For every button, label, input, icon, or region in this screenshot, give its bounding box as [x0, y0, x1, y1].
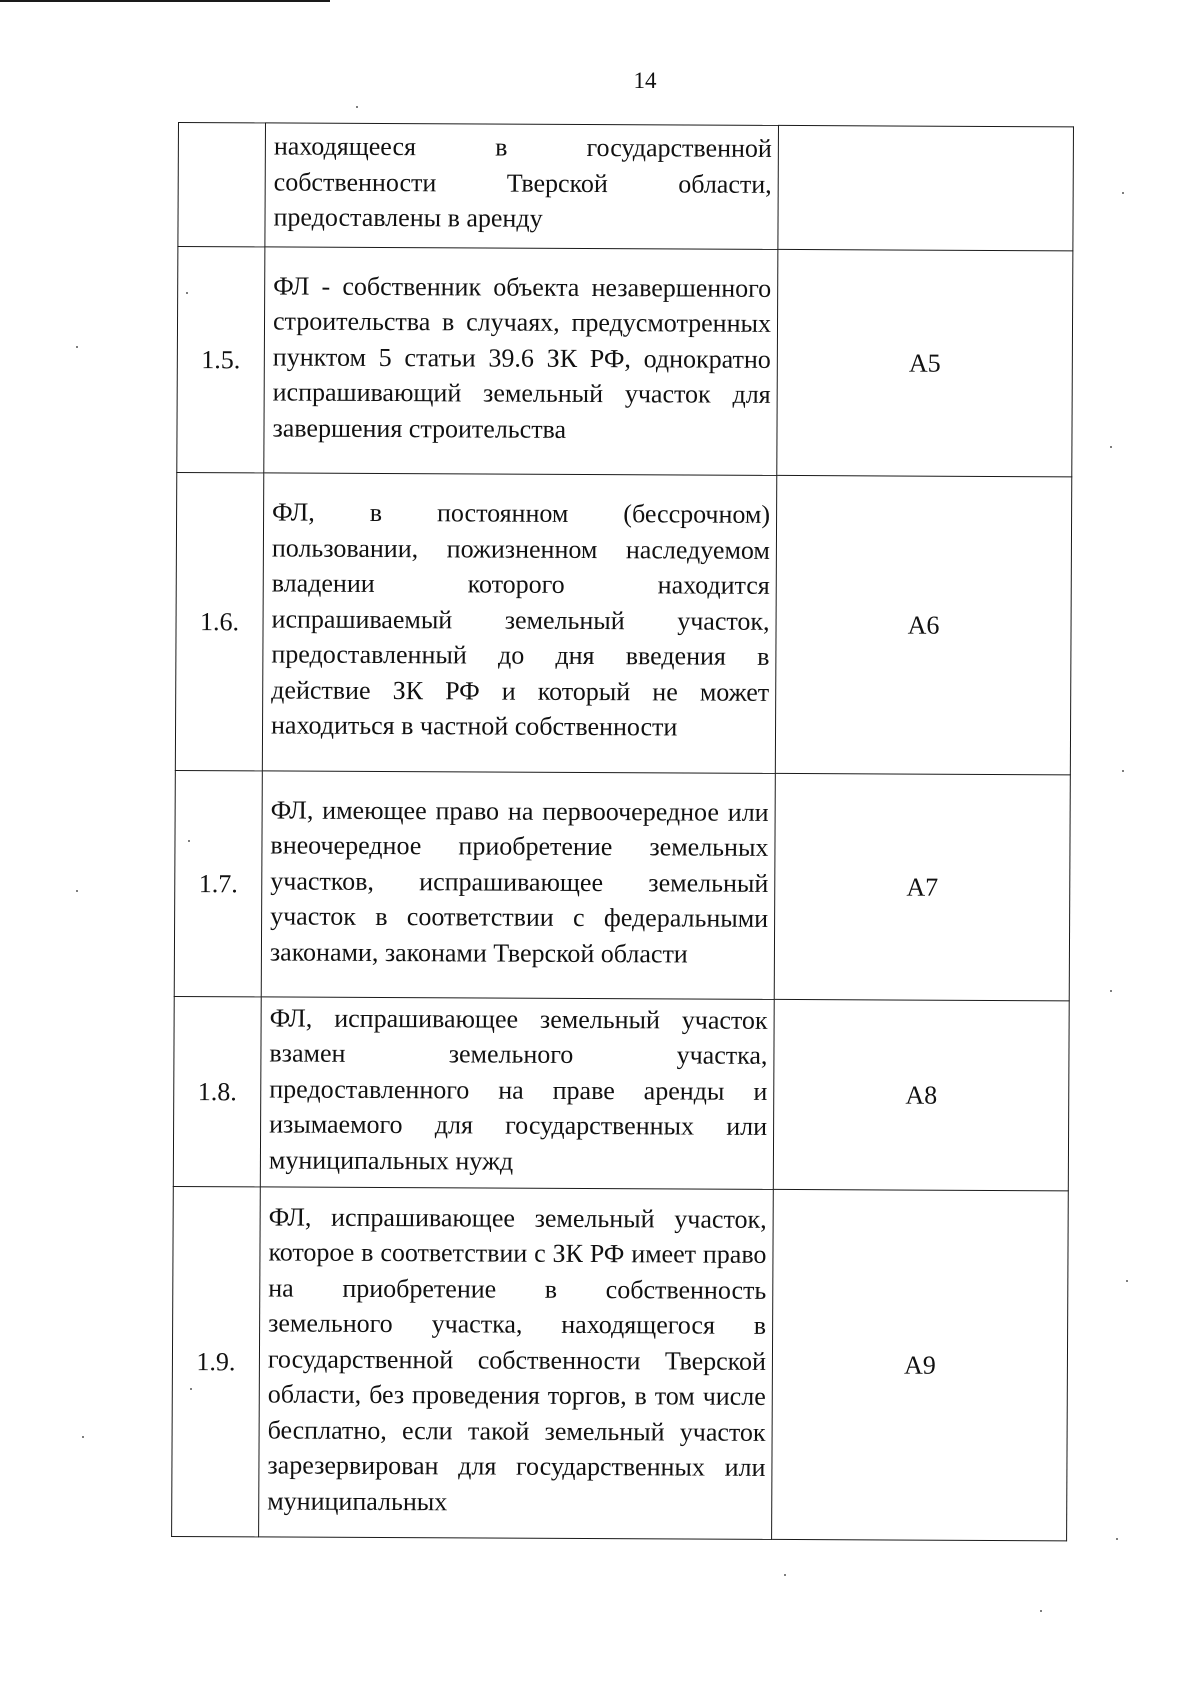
scan-speck	[1122, 770, 1124, 772]
scan-speck	[82, 1436, 84, 1438]
scan-speck	[1040, 1610, 1042, 1612]
row-code: А5	[777, 249, 1073, 476]
row-description: находящееся в государственной собственности Тверской области, предоставлены в аренду	[265, 123, 779, 250]
row-description: ФЛ, испрашивающее земельный участок взамен земельного участка, предоставленного на праве аренды и изымаемого для государственных или муниципальных нужд	[260, 997, 774, 1190]
scan-speck	[1110, 446, 1112, 448]
row-code: А8	[773, 999, 1069, 1190]
row-description: ФЛ, испрашивающее земельный участок, которое в соответствии с ЗК РФ имеет право на приобретение в собственность земельного участка, находящегося в государственной собственности Тверской области, без проведения торгов, в том числе бесплатно, если такой земельный участок зарезервирован для государственных или муниципальных	[259, 1187, 774, 1540]
row-description: ФЛ, в постоянном (бессрочном) пользовании, пожизненном наследуемом владении которого находится испрашиваемый земельный участок, предоставленный до дня введения в действие ЗК РФ и который не может находиться в частной собственности	[262, 473, 776, 774]
scan-speck	[186, 292, 188, 294]
row-number: 1.8.	[173, 996, 261, 1186]
scan-edge-mark	[0, 0, 330, 2]
page-number: 14	[633, 68, 657, 93]
row-number: 1.5.	[177, 247, 265, 473]
scan-speck	[1126, 1280, 1128, 1282]
scan-speck	[188, 840, 190, 842]
category-table	[171, 122, 1074, 1541]
row-code: А6	[775, 475, 1071, 774]
row-number	[178, 123, 266, 247]
row-description: ФЛ, имеющее право на первоочередное или внеочередное приобретение земельных участков, испрашивающее земельный участок в соответствии с федеральными законами, законами Тверской области	[261, 771, 775, 1000]
row-number: 1.9.	[172, 1186, 261, 1536]
scan-speck	[784, 1574, 786, 1576]
table-row	[172, 1186, 1069, 1540]
scan-speck	[1122, 192, 1124, 194]
row-description: ФЛ - собственник объекта незавершенного строительства в случаях, предусмотренных пунктом 5 статьи 39.6 ЗК РФ, однократно испрашивающий земельный участок для завершения строительства	[264, 247, 778, 476]
table-row	[175, 472, 1071, 774]
table-row	[174, 770, 1070, 1000]
table-row	[178, 123, 1074, 251]
scan-speck	[356, 106, 358, 108]
row-number: 1.7.	[174, 770, 262, 996]
scan-speck	[190, 1388, 192, 1390]
scan-speck	[76, 890, 78, 892]
table-row	[177, 247, 1073, 477]
row-code	[778, 125, 1074, 250]
scan-speck	[1110, 990, 1112, 992]
row-code: А7	[774, 773, 1070, 1000]
row-number: 1.6.	[175, 472, 263, 770]
table-row	[173, 996, 1069, 1190]
scan-speck	[76, 346, 78, 348]
row-code: А9	[772, 1189, 1069, 1540]
scan-speck	[1116, 1538, 1118, 1540]
